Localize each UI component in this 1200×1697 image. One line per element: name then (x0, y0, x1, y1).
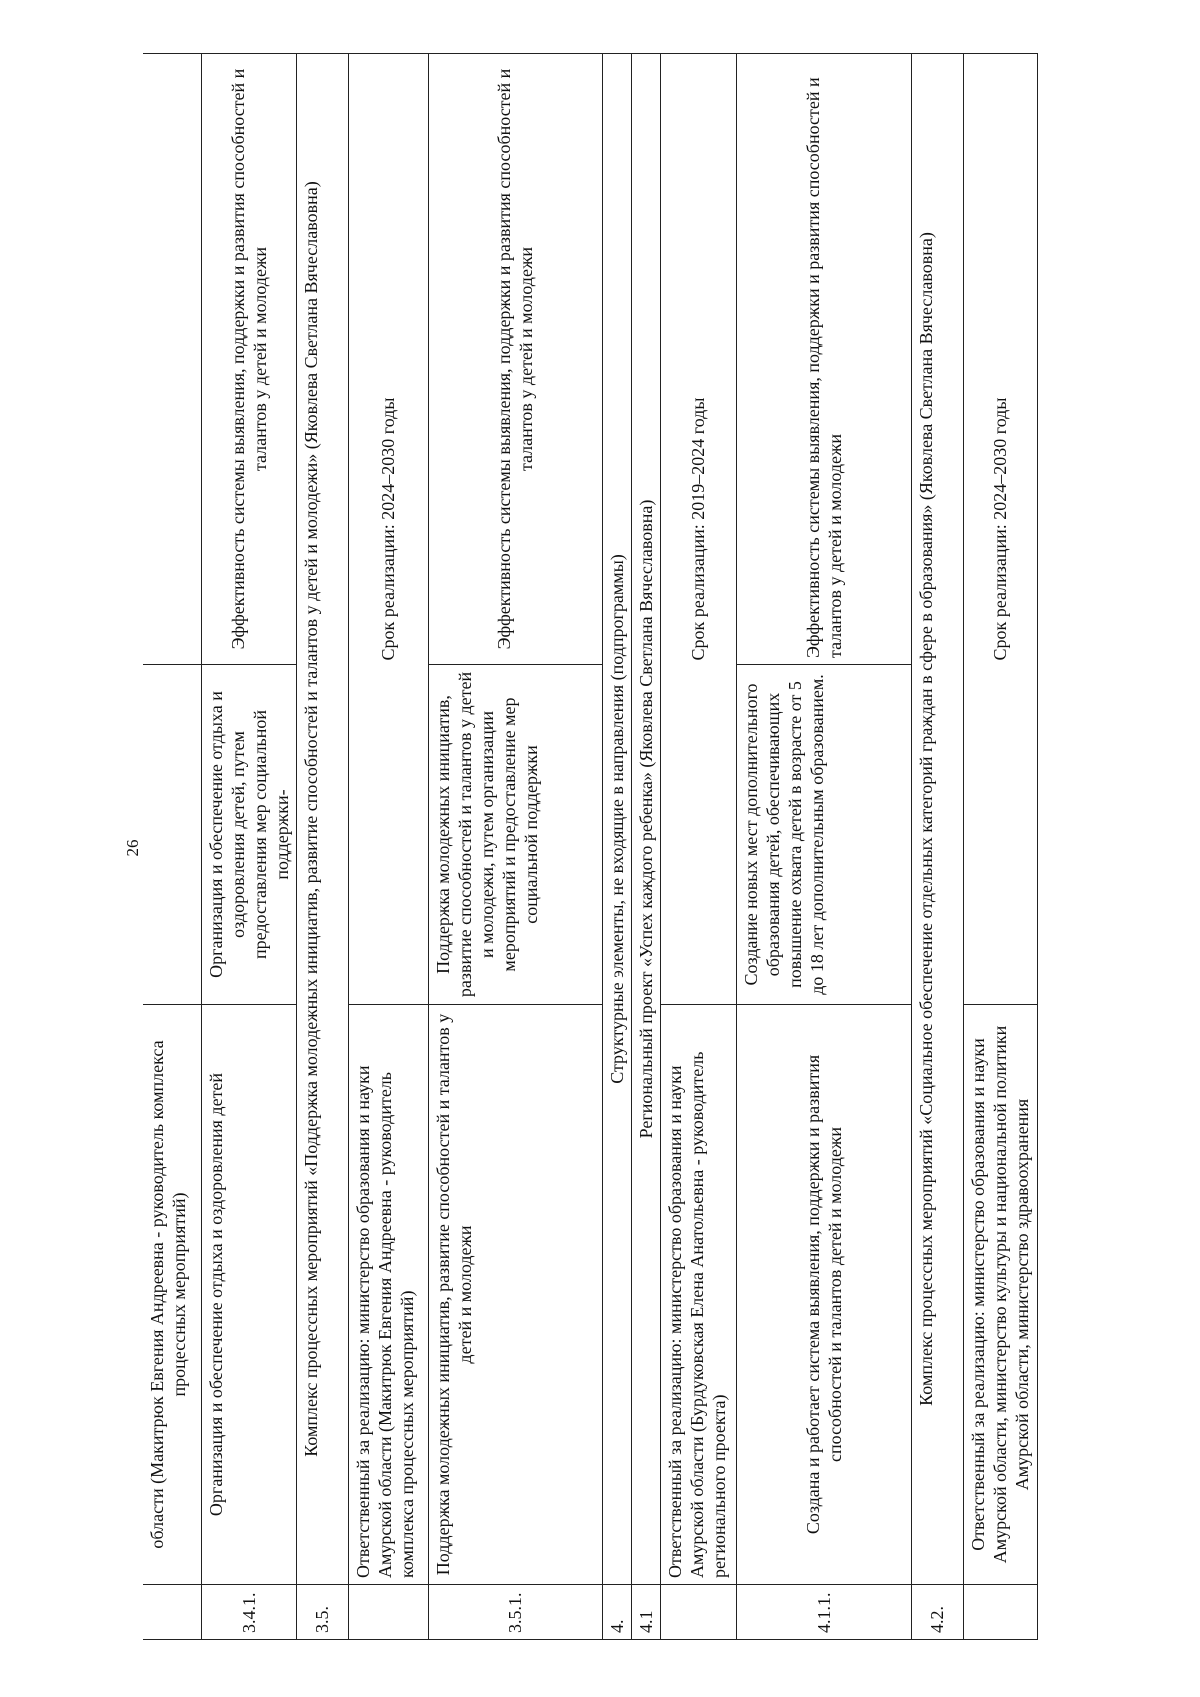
row-number (143, 1585, 201, 1640)
table-row (736, 54, 911, 1640)
row-number (348, 1585, 428, 1640)
table-row (296, 54, 348, 1640)
link-cell: Эффективность системы выявления, поддержки и развития способностей и талантов у детей и молодежи (736, 54, 911, 665)
section-header: Региональный проект «Успех каждого ребенка» (Яковлева Светлана Вячеславовна) (631, 54, 660, 1585)
row-number: 3.5.1. (428, 1585, 602, 1640)
term-cell: Срок реализации: 2024–2030 годы (348, 54, 428, 1005)
table-row (428, 54, 602, 1640)
table-row (143, 54, 201, 1640)
task-cell: Поддержка молодежных инициатив, развитие способностей и талантов у детей и молодежи (428, 1005, 602, 1585)
responsible-cell: Ответственный за реализацию: министерство образования и науки Амурской области (Макитрюк Евгения Андреевна - руководитель комплекса процессных мероприятий) (348, 1005, 428, 1585)
responsible-cell: Ответственный за реализацию: министерство образования и науки Амурской области (Бурдуковская Елена Анатольевна - руководитель регионального проекта) (660, 1005, 736, 1585)
section-header: Комплекс процессных мероприятий «Поддержка молодежных инициатив, развитие способностей и талантов у детей и молодежи» (Яковлева Светлана Вячеславовна) (296, 54, 348, 1585)
effect-cell: Поддержка молодежных инициатив, развитие способностей и талантов у детей и молодежи, путем организации мероприятий и предоставление мер социальной поддержки (428, 665, 602, 1005)
row-number: 3.4.1. (201, 1585, 296, 1640)
task-cell: Организация и обеспечение отдыха и оздоровления детей (201, 1005, 296, 1585)
effect-cell: Организация и обеспечение отдыха и оздоровления детей, путем предоставления мер социальной поддержки- (201, 665, 296, 1005)
table-row (963, 54, 1037, 1640)
page-number: 26 (123, 839, 142, 857)
term-cell: Срок реализации: 2019–2024 годы (660, 54, 736, 1005)
section-header: Структурные элементы, не входящие в направления (подпрограммы) (602, 54, 631, 1585)
row-number: 4.1.1. (736, 1585, 911, 1640)
responsible-cell: Ответственный за реализацию: министерство образования и науки Амурской области, министерство культуры и национальной политики Амурской области, министерство здравоохранения (963, 1005, 1037, 1585)
term-cell: Срок реализации: 2024–2030 годы (963, 54, 1037, 1005)
row-number: 4. (602, 1585, 631, 1640)
task-cell: Создана и работает система выявления, поддержки и развития способностей и талантов детей и молодежи (736, 1005, 911, 1585)
table-row (911, 54, 963, 1640)
table-row (660, 54, 736, 1640)
table-row (348, 54, 428, 1640)
link-cell: Эффективность системы выявления, поддержки и развития способностей и талантов у детей и молодежи (201, 54, 296, 665)
table-row (602, 54, 631, 1640)
document-sheet (143, 54, 1043, 1640)
row-number: 4.2. (911, 1585, 963, 1640)
link-cell: Эффективность системы выявления, поддержки и развития способностей и талантов у детей и молодежи (428, 54, 602, 665)
effect-cell: Создание новых мест дополнительного образования детей, обеспечивающих повышение охвата детей в возрасте от 5 до 18 лет дополнительным образованием. (736, 665, 911, 1005)
row-number (963, 1585, 1037, 1640)
row-number (660, 1585, 736, 1640)
table-row (631, 54, 660, 1640)
table-row (201, 54, 296, 1640)
row-number: 4.1 (631, 1585, 660, 1640)
measures-table (143, 53, 1038, 1640)
continued-text: области (Макитрюк Евгения Андреевна - руководитель комплекса процессных мероприятий) (143, 1005, 201, 1585)
row-number: 3.5. (296, 1585, 348, 1640)
section-header: Комплекс процессных мероприятий «Социальное обеспечение отдельных категорий граждан в сфере в образования» (Яковлева Светлана Вячеславовна) (911, 54, 963, 1585)
